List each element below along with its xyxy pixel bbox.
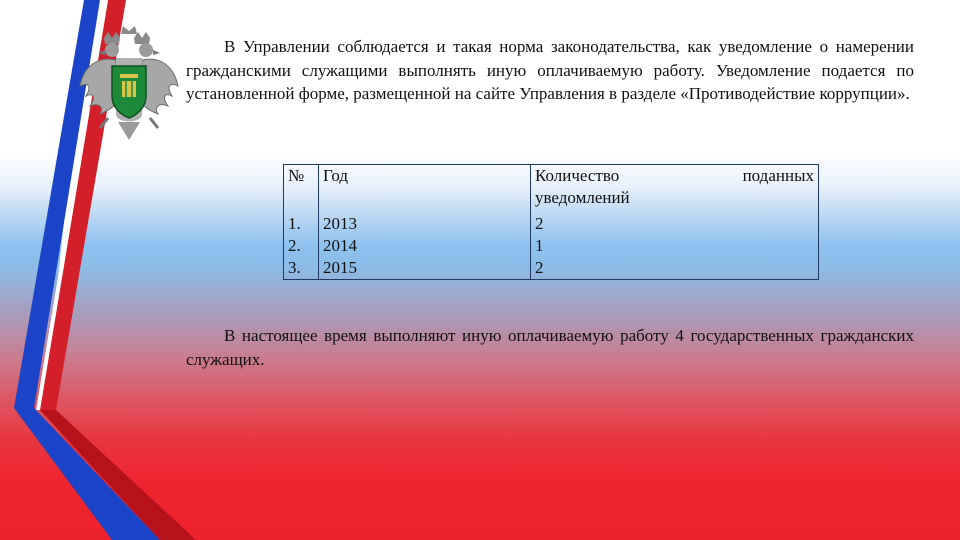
header-num: №: [284, 165, 319, 214]
current-status-paragraph: В настоящее время выполняют иную оплачиваемую работу 4 государственных гражданских служащих.: [186, 326, 914, 369]
blue-stripe-lower: [14, 408, 160, 540]
table-row: [284, 213, 819, 235]
header-count-line2: уведомлений: [535, 188, 630, 207]
row-count: 1: [535, 236, 544, 255]
row-num: 3.: [284, 257, 319, 280]
table-row: [284, 257, 819, 280]
row-num: 1.: [284, 213, 319, 235]
header-count: [531, 165, 819, 214]
row-year: 2014: [319, 235, 531, 257]
row-year: 2013: [319, 213, 531, 235]
row-count: 2: [535, 258, 544, 277]
row-year: 2015: [319, 257, 531, 280]
header-year: Год: [319, 165, 531, 214]
notifications-table: [283, 164, 819, 280]
row-count: 2: [535, 214, 544, 233]
table-row: [284, 235, 819, 257]
notification-paragraph: В Управлении соблюдается и такая норма законодательства, как уведомление о намерении гражданскими служащими выполнять иную оплачиваемую работу. Уведомление подается по установленной форме, размещенной на сайте Управления в разделе «Противодействие коррупции».: [186, 37, 914, 103]
double-headed-eagle-emblem-icon: [78, 26, 180, 148]
header-count-line1: Количество поданных: [535, 166, 814, 185]
row-num: 2.: [284, 235, 319, 257]
table-header-row: [284, 165, 819, 214]
